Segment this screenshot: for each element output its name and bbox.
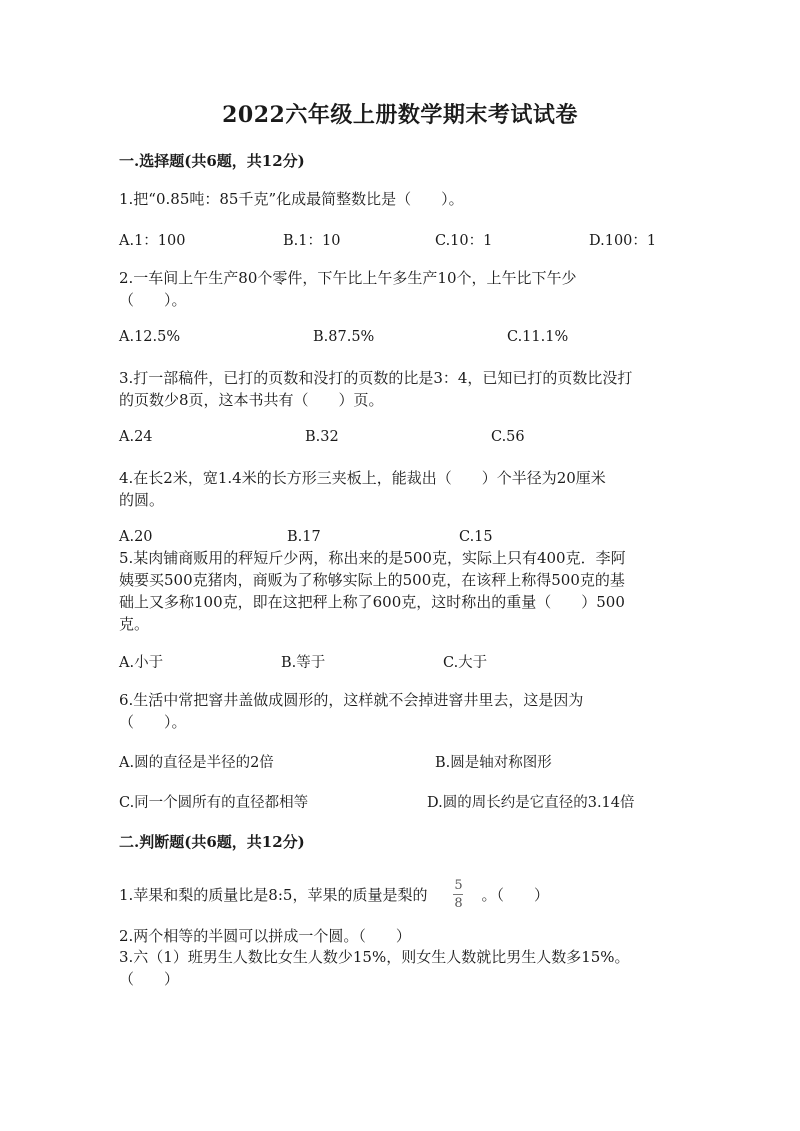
q5-option-a: A.小于 <box>119 655 164 671</box>
section-heading-choice: 一.选择题(共6题，共12分) <box>119 152 305 170</box>
fraction-denominator: 8 <box>454 896 463 911</box>
q6-option-d: D.圆的周长约是它直径的3.14倍 <box>427 795 635 811</box>
q1-option-d: D.100：1 <box>589 233 657 249</box>
question-6-line2: （ ）。 <box>119 713 187 731</box>
q5-option-c: C.大于 <box>443 655 488 671</box>
question-2-line2: （ ）。 <box>119 291 187 309</box>
question-5-line4: 克。 <box>119 615 150 633</box>
fraction-numerator: 5 <box>454 878 463 893</box>
q5-option-b: B.等于 <box>281 655 326 671</box>
q6-option-c: C.同一个圆所有的直径都相等 <box>119 795 309 811</box>
judgment-1-text: 1.苹果和梨的质量比是8:5，苹果的质量是梨的 <box>119 886 428 904</box>
q1-option-a: A.1：100 <box>119 233 186 249</box>
q3-option-b: B.32 <box>305 429 339 445</box>
q4-option-a: A.20 <box>119 529 153 545</box>
q3-option-a: A.24 <box>119 429 153 445</box>
q3-option-c: C.56 <box>491 429 525 445</box>
judgment-3-line1: 3.六（1）班男生人数比女生人数少15%，则女生人数就比男生人数多15%。 <box>119 948 630 966</box>
question-6-line1: 6.生活中常把窨井盖做成圆形的，这样就不会掉进窨井里去，这是因为 <box>119 691 584 709</box>
q6-option-b: B.圆是轴对称图形 <box>435 755 552 771</box>
question-5-line1: 5.某肉铺商贩用的秤短斤少两，称出来的是500克，实际上只有400克．李阿 <box>119 549 626 567</box>
q1-option-b: B.1：10 <box>283 233 341 249</box>
judgment-3-line2: （ ） <box>119 970 180 988</box>
question-4-line1: 4.在长2米，宽1.4米的长方形三夹板上，能裁出（ ）个半径为20厘米 <box>119 469 606 487</box>
question-3-line2: 的页数少8页，这本书共有（ ）页。 <box>119 391 384 409</box>
q2-option-b: B.87.5% <box>313 329 375 345</box>
q2-option-c: C.11.1% <box>507 329 569 345</box>
question-3-line1: 3.打一部稿件，已打的页数和没打的页数的比是3：4，已知已打的页数比没打 <box>119 369 633 387</box>
question-1: 1.把“0.85吨：85千克”化成最简整数比是（ ）。 <box>119 190 464 208</box>
q6-option-a: A.圆的直径是半径的2倍 <box>119 755 274 771</box>
judgment-1 <box>119 879 549 910</box>
question-2-line1: 2.一车间上午生产80个零件，下午比上午多生产10个，上午比下午少 <box>119 269 577 287</box>
q1-option-c: C.10：1 <box>435 233 493 249</box>
fraction-bar <box>453 894 463 895</box>
q2-option-a: A.12.5% <box>119 329 181 345</box>
question-4-line2: 的圆。 <box>119 491 165 509</box>
page-title: 2022六年级上册数学期末考试试卷 <box>222 102 578 128</box>
judgment-1-tail: 。（ ） <box>481 886 549 904</box>
q4-option-b: B.17 <box>287 529 321 545</box>
question-5-line3: 础上又多称100克，即在这把秤上称了600克，这时称出的重量（ ）500 <box>119 593 625 611</box>
q4-option-c: C.15 <box>459 529 493 545</box>
question-5-line2: 姨要买500克猪肉，商贩为了称够实际上的500克，在该秤上称得500克的基 <box>119 571 625 589</box>
section-heading-judgment: 二.判断题(共6题，共12分) <box>119 833 305 851</box>
fraction <box>453 879 463 910</box>
judgment-2: 2.两个相等的半圆可以拼成一个圆。（ ） <box>119 927 411 945</box>
